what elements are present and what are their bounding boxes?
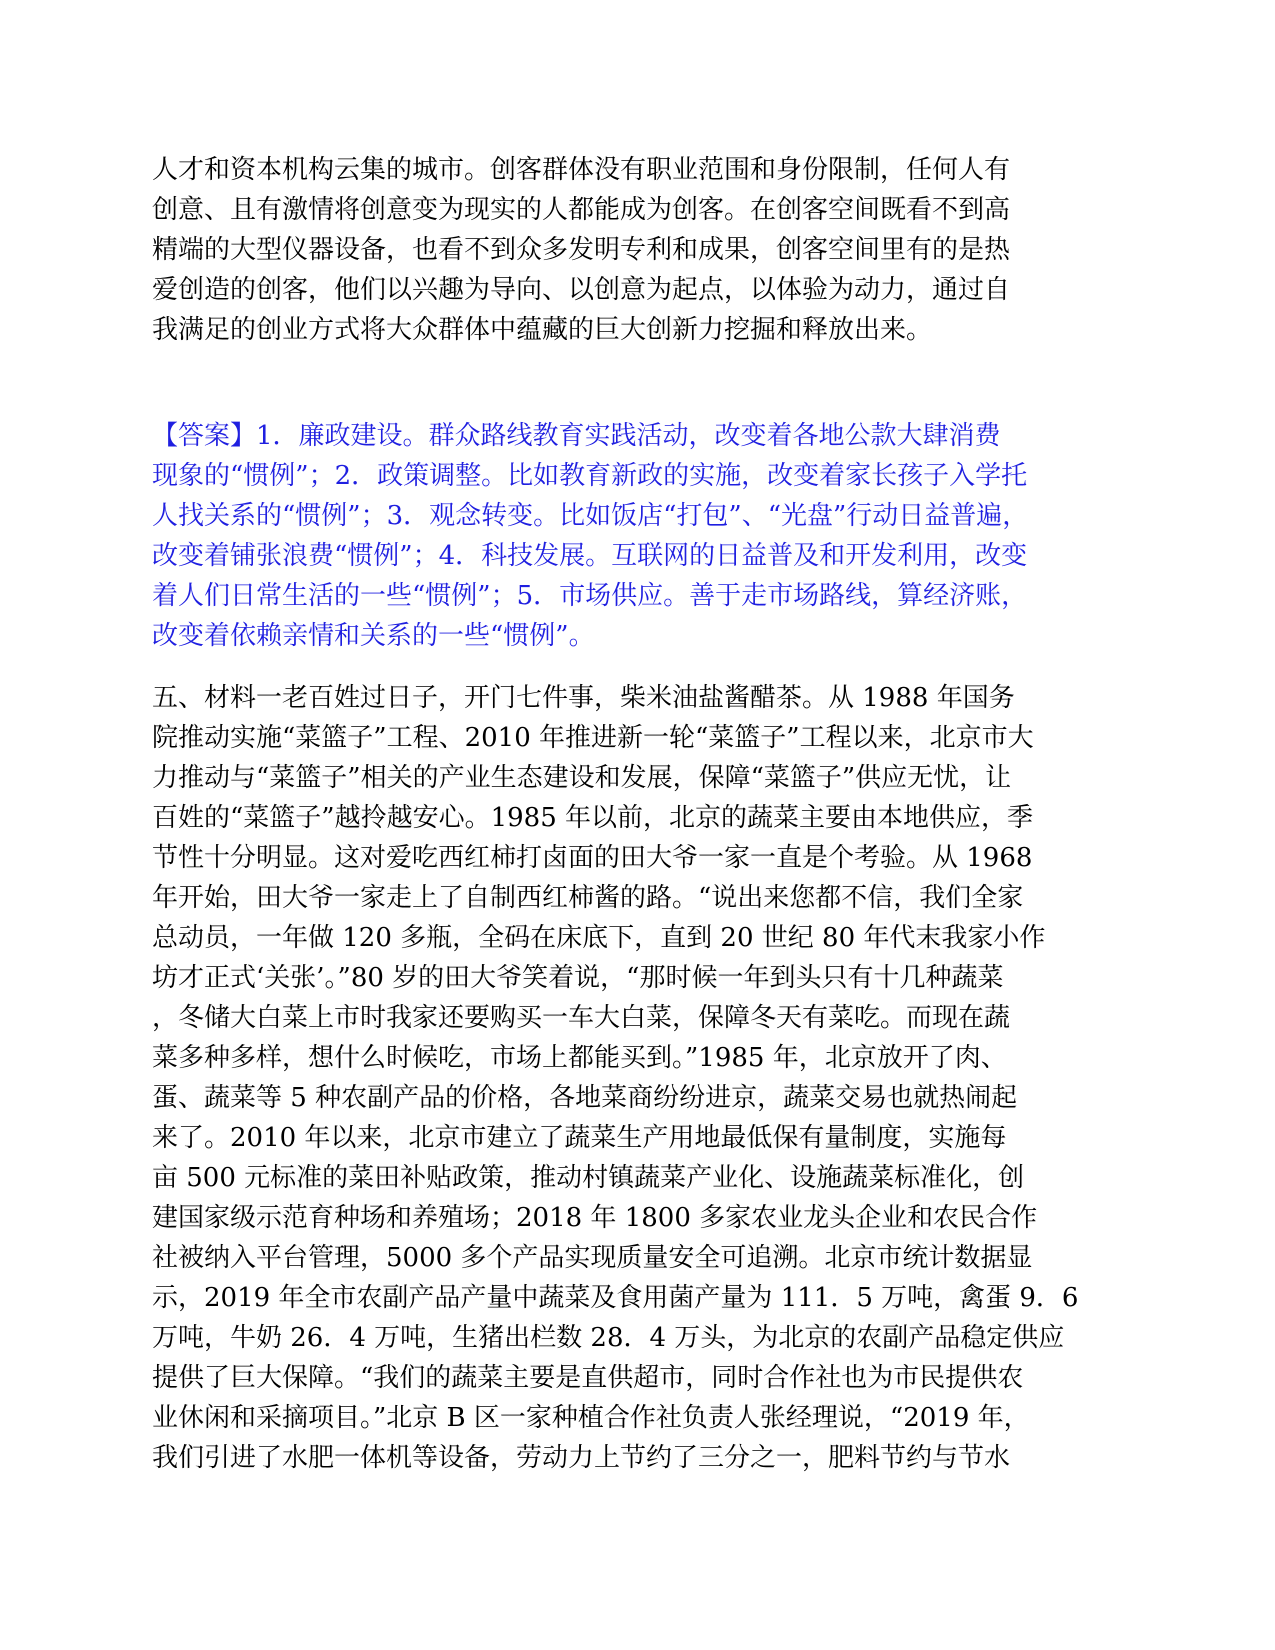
text-line: 百姓的“菜篮子”越拎越安心。1985 年以前，北京的蔬菜主要由本地供应，季: [152, 803, 1034, 833]
intro-paragraph: [152, 150, 1122, 350]
text-line: 万吨，牛奶 26．4 万吨，生猪出栏数 28．4 万头，为北京的农副产品稳定供应: [152, 1323, 1065, 1353]
text-line: 创意、且有激情将创意变为现实的人都能成为创客。在创客空间既看不到高: [152, 195, 1011, 225]
text-line: 力推动与“菜篮子”相关的产业生态建设和发展，保障“菜篮子”供应无忧，让: [152, 763, 1012, 793]
text-line: 我们引进了水肥一体机等设备，劳动力上节约了三分之一，肥料节约与节水: [152, 1443, 1011, 1473]
text-line: 蛋、蔬菜等 5 种农副产品的价格，各地菜商纷纷进京，蔬菜交易也就热闹起: [152, 1083, 1018, 1113]
text-line: 年开始，田大爷一家走上了自制西红柿酱的路。“说出来您都不信，我们全家: [152, 883, 1024, 913]
answer-line: 改变着铺张浪费“惯例”；4．科技发展。互联网的日益普及和开发利用，改变: [152, 541, 1028, 571]
text-line: 总动员，一年做 120 多瓶，全码在床底下，直到 20 世纪 80 年代末我家小作: [152, 923, 1046, 953]
answer-line: 现象的“惯例”；2．政策调整。比如教育新政的实施，改变着家长孩子入学托: [152, 461, 1028, 491]
answer-line: 着人们日常生活的一些“惯例”；5．市场供应。善于走市场路线，算经济账，: [152, 581, 1028, 611]
text-line: 坊才正式‘关张’。”80 岁的田大爷笑着说，“那时候一年到头只有十几种蔬菜: [152, 963, 1004, 993]
text-line: 来了。2010 年以来，北京市建立了蔬菜生产用地最低保有量制度，实施每: [152, 1123, 1007, 1153]
text-line: 菜多种多样，想什么时候吃，市场上都能买到。”1985 年，北京放开了肉、: [152, 1043, 1007, 1073]
answer-line: 【答案】1．廉政建设。群众路线教育实践活动，改变着各地公款大肆消费: [152, 421, 1001, 451]
text-line: 我满足的创业方式将大众群体中蕴藏的巨大创新力挖掘和释放出来。: [152, 315, 933, 345]
text-line: 人才和资本机构云集的城市。创客群体没有职业范围和身份限制，任何人有: [152, 155, 1011, 185]
answer-line: 改变着依赖亲情和关系的一些“惯例”。: [152, 621, 595, 651]
material-paragraph: [152, 678, 1122, 1478]
text-line: 院推动实施“菜篮子”工程、2010 年推进新一轮“菜篮子”工程以来，北京市大: [152, 723, 1034, 753]
text-line: 爱创造的创客，他们以兴趣为导向、以创意为起点，以体验为动力，通过自: [152, 275, 1011, 305]
text-line: 社被纳入平台管理，5000 多个产品实现质量安全可追溯。北京市统计数据显: [152, 1243, 1033, 1273]
text-line: 精端的大型仪器设备，也看不到众多发明专利和成果，创客空间里有的是热: [152, 235, 1011, 265]
answer-line: 人找关系的“惯例”；3．观念转变。比如饭店“打包”、“光盘”行动日益普遍，: [152, 501, 1029, 531]
text-line: 节性十分明显。这对爱吃西红柿打卤面的田大爷一家一直是个考验。从 1968: [152, 843, 1033, 873]
text-line: 提供了巨大保障。“我们的蔬菜主要是直供超市，同时合作社也为市民提供农: [152, 1363, 1024, 1393]
answer-paragraph: [152, 416, 1122, 656]
text-line: 示，2019 年全市农副产品产量中蔬菜及食用菌产量为 111．5 万吨，禽蛋 9．6: [152, 1283, 1079, 1313]
text-line: 亩 500 元标准的菜田补贴政策，推动村镇蔬菜产业化、设施蔬菜标准化，创: [152, 1163, 1025, 1193]
text-line: 业休闲和采摘项目。”北京 B 区一家种植合作社负责人张经理说，“2019 年，: [152, 1403, 1030, 1433]
text-line: 五、材料一老百姓过日子，开门七件事，柴米油盐酱醋茶。从 1988 年国务: [152, 683, 1015, 713]
text-line: 建国家级示范育种场和养殖场；2018 年 1800 多家农业龙头企业和农民合作: [152, 1203, 1038, 1233]
text-line: ，冬储大白菜上市时我家还要购买一车大白菜，保障冬天有菜吃。而现在蔬: [152, 1003, 1011, 1033]
